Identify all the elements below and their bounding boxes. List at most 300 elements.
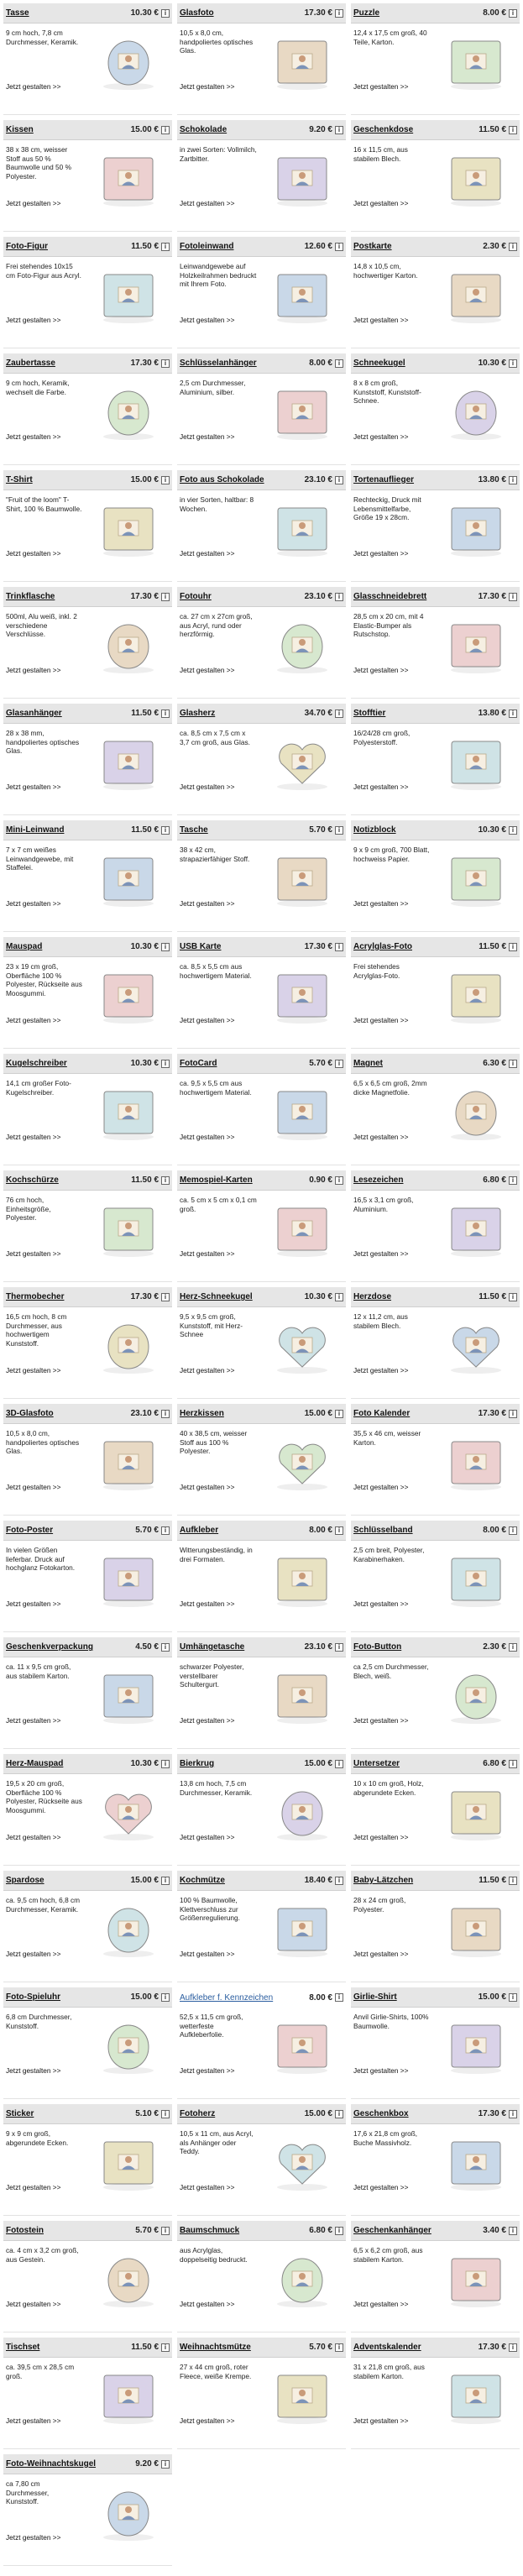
info-icon[interactable]: i xyxy=(509,359,517,368)
design-now-link[interactable]: Jetzt gestalten >> xyxy=(180,1483,235,1491)
product-card xyxy=(3,1521,172,1632)
money-box-icon[interactable] xyxy=(91,1898,166,1959)
product-name-link[interactable]: Untersetzer xyxy=(353,1759,400,1768)
magnet-icon[interactable] xyxy=(438,1081,514,1142)
3d-glass-icon[interactable] xyxy=(91,1432,166,1492)
chocolate-photo-icon[interactable] xyxy=(264,498,340,558)
design-now-link[interactable]: Jetzt gestalten >> xyxy=(353,1833,409,1841)
design-now-link[interactable]: Jetzt gestalten >> xyxy=(353,783,409,791)
tshirt-icon[interactable] xyxy=(91,498,166,558)
product-name-link[interactable]: Magnet xyxy=(353,1059,383,1068)
info-icon[interactable]: i xyxy=(509,1760,517,1768)
info-icon[interactable]: i xyxy=(509,2110,517,2118)
info-icon[interactable]: i xyxy=(335,826,343,835)
product-name-link[interactable]: Herz-Schneekugel xyxy=(180,1292,253,1301)
product-price: 15.00 € xyxy=(478,1992,506,2002)
photo-heart-icon[interactable] xyxy=(264,2132,340,2192)
info-icon[interactable]: i xyxy=(509,593,517,601)
design-now-link[interactable]: Jetzt gestalten >> xyxy=(6,783,61,791)
product-price: 11.50 € xyxy=(131,1175,159,1185)
design-now-link[interactable]: Jetzt gestalten >> xyxy=(6,2416,61,2425)
product-name-link[interactable]: Schokolade xyxy=(180,125,228,134)
card-divider xyxy=(351,1631,520,1632)
product-name-link[interactable]: Bierkrug xyxy=(180,1759,215,1768)
design-now-link[interactable]: Jetzt gestalten >> xyxy=(180,1366,235,1374)
design-now-link[interactable]: Jetzt gestalten >> xyxy=(180,316,235,324)
info-icon[interactable]: i xyxy=(335,1643,343,1652)
design-now-link[interactable]: Jetzt gestalten >> xyxy=(6,1600,61,1608)
santa-hat-icon[interactable] xyxy=(264,2365,340,2426)
product-card xyxy=(351,353,520,465)
card-divider xyxy=(3,1865,172,1866)
heart-pillow-icon[interactable] xyxy=(264,1432,340,1492)
calendar-icon[interactable] xyxy=(438,1432,514,1492)
memo-cards-icon[interactable] xyxy=(264,1198,340,1259)
info-icon[interactable]: i xyxy=(335,476,343,484)
info-icon[interactable]: i xyxy=(161,593,170,601)
card-divider xyxy=(351,698,520,699)
music-box-icon[interactable] xyxy=(91,2015,166,2076)
snow-globe-icon[interactable] xyxy=(438,381,514,442)
info-icon[interactable]: i xyxy=(335,1526,343,1535)
product-name-link[interactable]: Schlüsselanhänger xyxy=(180,359,257,368)
info-icon[interactable]: i xyxy=(335,243,343,251)
puzzle-icon[interactable] xyxy=(438,31,514,92)
design-now-link[interactable]: Jetzt gestalten >> xyxy=(6,432,61,441)
design-now-link[interactable]: Jetzt gestalten >> xyxy=(180,783,235,791)
product-name-link[interactable]: Tasche xyxy=(180,825,208,835)
product-name-link[interactable]: Stofftier xyxy=(353,709,386,718)
product-price: 10.30 € xyxy=(130,1059,159,1068)
design-now-link[interactable]: Jetzt gestalten >> xyxy=(353,899,409,908)
product-name-link[interactable]: Glasanhänger xyxy=(6,709,62,718)
info-icon[interactable]: i xyxy=(161,1643,170,1652)
usb-card-icon[interactable] xyxy=(264,965,340,1025)
product-name-link[interactable]: Mini-Leinwand xyxy=(6,825,65,835)
design-now-link[interactable]: Jetzt gestalten >> xyxy=(353,1600,409,1608)
info-icon[interactable]: i xyxy=(509,709,517,718)
info-icon[interactable]: i xyxy=(509,1176,517,1185)
product-card xyxy=(177,1754,346,1866)
product-name-link[interactable]: Kochschürze xyxy=(6,1175,59,1185)
info-icon[interactable]: i xyxy=(161,1993,170,2002)
product-name-link[interactable]: Herz-Mauspad xyxy=(6,1759,64,1768)
product-name-link[interactable]: Foto-Weihnachtskugel xyxy=(6,2459,97,2469)
design-now-link[interactable]: Jetzt gestalten >> xyxy=(353,2416,409,2425)
product-name-link[interactable]: Kissen xyxy=(6,125,34,134)
heart-tin-icon[interactable] xyxy=(438,1315,514,1375)
info-icon[interactable]: i xyxy=(161,359,170,368)
product-name-link[interactable]: Herzdose xyxy=(353,1292,392,1301)
product-name-link[interactable]: Baumschmuck xyxy=(180,2226,240,2235)
info-icon[interactable]: i xyxy=(335,1060,343,1068)
chocolate-icon[interactable] xyxy=(264,148,340,208)
info-icon[interactable]: i xyxy=(509,1877,517,1885)
design-now-link[interactable]: Jetzt gestalten >> xyxy=(180,2416,235,2425)
glass-pendant-icon[interactable] xyxy=(91,731,166,792)
coaster-icon[interactable] xyxy=(438,1782,514,1842)
info-icon[interactable]: i xyxy=(335,1293,343,1301)
info-icon[interactable]: i xyxy=(161,476,170,484)
product-name-link[interactable]: Girlie-Shirt xyxy=(353,1992,397,2002)
design-now-link[interactable]: Jetzt gestalten >> xyxy=(353,666,409,674)
card-divider xyxy=(3,931,172,932)
info-icon[interactable]: i xyxy=(161,126,170,134)
product-name-link[interactable]: Baby-Lätzchen xyxy=(353,1876,414,1885)
product-description: 10,5 x 11 cm, aus Acryl, als Anhänger oder Teddy. xyxy=(180,2129,254,2155)
design-now-link[interactable]: Jetzt gestalten >> xyxy=(6,2183,61,2191)
design-now-link[interactable]: Jetzt gestalten >> xyxy=(180,2300,235,2308)
product-name-link[interactable]: Kochmütze xyxy=(180,1876,225,1885)
product-header xyxy=(3,1404,172,1424)
product-card xyxy=(177,470,346,582)
info-icon[interactable]: i xyxy=(161,2460,170,2469)
thermo-mug-icon[interactable] xyxy=(91,1315,166,1375)
product-header xyxy=(177,1871,346,1891)
info-icon[interactable]: i xyxy=(161,1410,170,1418)
wood-box-icon[interactable] xyxy=(438,2132,514,2192)
info-icon[interactable]: i xyxy=(335,943,343,951)
info-icon[interactable]: i xyxy=(161,1877,170,1885)
info-icon[interactable]: i xyxy=(335,1176,343,1185)
acrylic-photo-icon[interactable] xyxy=(438,965,514,1025)
design-now-link[interactable]: Jetzt gestalten >> xyxy=(6,2533,61,2542)
design-now-link[interactable]: Jetzt gestalten >> xyxy=(180,2183,235,2191)
info-icon[interactable]: i xyxy=(509,243,517,251)
product-name-link[interactable]: Herzkissen xyxy=(180,1409,224,1418)
info-icon[interactable]: i xyxy=(161,1060,170,1068)
postcard-icon[interactable] xyxy=(438,264,514,325)
product-name-link[interactable]: Adventskalender xyxy=(353,2343,421,2352)
design-now-link[interactable]: Jetzt gestalten >> xyxy=(6,316,61,324)
magic-mug-icon[interactable] xyxy=(91,381,166,442)
glass-heart-icon[interactable] xyxy=(264,731,340,792)
photo-stone-icon[interactable] xyxy=(91,2249,166,2309)
heart-snow-globe-icon[interactable] xyxy=(264,1315,340,1375)
cake-topper-icon[interactable] xyxy=(438,498,514,558)
gift-tag-icon[interactable] xyxy=(438,2249,514,2309)
product-name-link[interactable]: Tischset xyxy=(6,2343,40,2352)
product-name-link[interactable]: Notizblock xyxy=(353,825,396,835)
product-name-link[interactable]: Aufkleber xyxy=(180,1526,219,1535)
product-name-link[interactable]: Geschenkanhänger xyxy=(353,2226,431,2235)
info-icon[interactable]: i xyxy=(509,2227,517,2235)
product-name-link[interactable]: USB Karte xyxy=(180,942,222,951)
product-description: ca. 9,5 x 5,5 cm aus hochwertigem Material. xyxy=(180,1079,252,1097)
product-name-link[interactable]: Mauspad xyxy=(6,942,43,951)
product-name-link[interactable]: Puzzle xyxy=(353,8,380,18)
product-card xyxy=(177,1054,346,1165)
info-icon[interactable]: i xyxy=(335,1410,343,1418)
info-icon[interactable]: i xyxy=(335,2227,343,2235)
design-now-link[interactable]: Jetzt gestalten >> xyxy=(353,1950,409,1958)
design-now-link[interactable]: Jetzt gestalten >> xyxy=(6,1716,61,1725)
bookmark-icon[interactable] xyxy=(438,1198,514,1259)
info-icon[interactable]: i xyxy=(509,1993,517,2002)
design-now-link[interactable]: Jetzt gestalten >> xyxy=(353,316,409,324)
card-divider xyxy=(3,1048,172,1049)
product-name-link[interactable]: Geschenkbox xyxy=(353,2109,409,2118)
photo-figure-icon[interactable] xyxy=(91,264,166,325)
info-icon[interactable]: i xyxy=(509,1293,517,1301)
design-now-link[interactable]: Jetzt gestalten >> xyxy=(180,432,235,441)
product-header xyxy=(177,353,346,374)
product-price: 9.20 € xyxy=(309,125,332,134)
product-price: 10.30 € xyxy=(130,942,159,951)
info-icon[interactable]: i xyxy=(509,9,517,18)
pillow-icon[interactable] xyxy=(91,148,166,208)
button-pin-icon[interactable] xyxy=(438,1665,514,1725)
design-now-link[interactable]: Jetzt gestalten >> xyxy=(6,1366,61,1374)
design-now-link[interactable]: Jetzt gestalten >> xyxy=(180,1716,235,1725)
girlie-shirt-icon[interactable] xyxy=(438,2015,514,2076)
design-now-link[interactable]: Jetzt gestalten >> xyxy=(6,1249,61,1258)
sticker-icon[interactable] xyxy=(91,2132,166,2192)
photo-clock-icon[interactable] xyxy=(264,615,340,675)
card-divider xyxy=(177,1748,346,1749)
design-now-link[interactable]: Jetzt gestalten >> xyxy=(353,2300,409,2308)
product-card xyxy=(177,704,346,815)
info-icon[interactable]: i xyxy=(509,2343,517,2352)
bottle-icon[interactable] xyxy=(91,615,166,675)
info-icon[interactable]: i xyxy=(161,1760,170,1768)
ornament-icon[interactable] xyxy=(264,2249,340,2309)
info-icon[interactable]: i xyxy=(509,126,517,134)
design-now-link[interactable]: Jetzt gestalten >> xyxy=(6,666,61,674)
info-icon[interactable]: i xyxy=(335,1993,343,2002)
design-now-link[interactable]: Jetzt gestalten >> xyxy=(353,199,409,207)
design-now-link[interactable]: Jetzt gestalten >> xyxy=(353,1716,409,1725)
product-name-link[interactable]: Geschenkverpackung xyxy=(6,1642,93,1652)
product-name-link[interactable]: Fotoherz xyxy=(180,2109,216,2118)
teddy-icon[interactable] xyxy=(438,731,514,792)
info-icon[interactable]: i xyxy=(335,126,343,134)
product-description: 13,8 cm hoch, 7,5 cm Durchmesser, Keramik. xyxy=(180,1779,253,1797)
chef-hat-icon[interactable] xyxy=(264,1898,340,1959)
product-price: 17.30 € xyxy=(478,1409,506,1418)
design-now-link[interactable]: Jetzt gestalten >> xyxy=(6,1833,61,1841)
product-price: 15.00 € xyxy=(304,1409,332,1418)
product-name-link[interactable]: Fotoleinwand xyxy=(180,242,234,251)
info-icon[interactable]: i xyxy=(161,709,170,718)
info-icon[interactable]: i xyxy=(509,1643,517,1652)
product-name-link[interactable]: Schlüsselband xyxy=(353,1526,413,1535)
product-name-link[interactable]: Foto-Figur xyxy=(6,242,48,251)
product-name-link[interactable]: Foto aus Schokolade xyxy=(180,475,264,484)
product-price: 6.80 € xyxy=(483,1175,506,1185)
poster-icon[interactable] xyxy=(91,1548,166,1609)
product-name-link[interactable]: Tasse xyxy=(6,8,29,18)
product-header xyxy=(177,1287,346,1307)
advent-calendar-icon[interactable] xyxy=(438,2365,514,2426)
design-now-link[interactable]: Jetzt gestalten >> xyxy=(6,1950,61,1958)
product-price: 13.80 € xyxy=(478,475,506,484)
design-now-link[interactable]: Jetzt gestalten >> xyxy=(6,1483,61,1491)
design-now-link[interactable]: Jetzt gestalten >> xyxy=(180,666,235,674)
info-icon[interactable]: i xyxy=(335,1760,343,1768)
info-icon[interactable]: i xyxy=(335,2110,343,2118)
shoulder-bag-icon[interactable] xyxy=(264,1665,340,1725)
product-name-link[interactable]: T-Shirt xyxy=(6,475,33,484)
design-now-link[interactable]: Jetzt gestalten >> xyxy=(180,2066,235,2075)
notepad-icon[interactable] xyxy=(438,848,514,908)
glass-photo-icon[interactable] xyxy=(264,31,340,92)
gift-box-icon[interactable] xyxy=(91,1665,166,1725)
product-name-link[interactable]: Foto Kalender xyxy=(353,1409,411,1418)
design-now-link[interactable]: Jetzt gestalten >> xyxy=(353,432,409,441)
info-icon[interactable]: i xyxy=(335,709,343,718)
placemat-icon[interactable] xyxy=(91,2365,166,2426)
design-now-link[interactable]: Jetzt gestalten >> xyxy=(180,549,235,558)
design-now-link[interactable]: Jetzt gestalten >> xyxy=(6,1016,61,1024)
info-icon[interactable]: i xyxy=(335,2343,343,2352)
mug-icon[interactable] xyxy=(91,31,166,92)
glass-board-icon[interactable] xyxy=(438,615,514,675)
info-icon[interactable]: i xyxy=(161,1293,170,1301)
product-name-link[interactable]: Umhängetasche xyxy=(180,1642,245,1652)
info-icon[interactable]: i xyxy=(335,359,343,368)
info-icon[interactable]: i xyxy=(509,1410,517,1418)
design-now-link[interactable]: Jetzt gestalten >> xyxy=(6,899,61,908)
product-description: 16,5 cm hoch, 8 cm Durchmesser, aus hochwertigem Kunststoff. xyxy=(6,1312,67,1348)
xmas-ball-icon[interactable] xyxy=(91,2482,166,2542)
design-now-link[interactable]: Jetzt gestalten >> xyxy=(180,1833,235,1841)
mini-canvas-icon[interactable] xyxy=(91,848,166,908)
design-now-link[interactable]: Jetzt gestalten >> xyxy=(180,1249,235,1258)
product-name-link[interactable]: Geschenkdose xyxy=(353,125,414,134)
info-icon[interactable]: i xyxy=(509,826,517,835)
card-divider xyxy=(3,1398,172,1399)
bib-icon[interactable] xyxy=(438,1898,514,1959)
product-name-link[interactable]: Memospiel-Karten xyxy=(180,1175,253,1185)
product-name-link[interactable]: Postkarte xyxy=(353,242,392,251)
product-name-link[interactable]: Trinkflasche xyxy=(6,592,55,601)
mousepad-icon[interactable] xyxy=(91,965,166,1025)
beer-mug-icon[interactable] xyxy=(264,1782,340,1842)
design-now-link[interactable]: Jetzt gestalten >> xyxy=(180,1950,235,1958)
design-now-link[interactable]: Jetzt gestalten >> xyxy=(6,2066,61,2075)
design-now-link[interactable]: Jetzt gestalten >> xyxy=(180,199,235,207)
canvas-icon[interactable] xyxy=(264,264,340,325)
design-now-link[interactable]: Jetzt gestalten >> xyxy=(180,82,235,91)
design-now-link[interactable]: Jetzt gestalten >> xyxy=(6,2300,61,2308)
design-now-link[interactable]: Jetzt gestalten >> xyxy=(180,1016,235,1024)
product-header xyxy=(3,353,172,374)
info-icon[interactable]: i xyxy=(509,943,517,951)
info-icon[interactable]: i xyxy=(335,1877,343,1885)
product-name-link[interactable]: Foto-Button xyxy=(353,1642,402,1652)
product-description: 28,5 cm x 20 cm, mit 4 Elastic-Bumper als Rutschstop. xyxy=(353,612,424,638)
info-icon[interactable]: i xyxy=(509,1060,517,1068)
info-icon[interactable]: i xyxy=(161,243,170,251)
card-divider xyxy=(3,2565,172,2566)
design-now-link[interactable]: Jetzt gestalten >> xyxy=(6,199,61,207)
product-card xyxy=(351,937,520,1049)
product-price: 15.00 € xyxy=(304,1759,332,1768)
design-now-link[interactable]: Jetzt gestalten >> xyxy=(353,82,409,91)
product-name-link[interactable]: Thermobecher xyxy=(6,1292,65,1301)
product-name-link[interactable]: Fotouhr xyxy=(180,592,212,601)
design-now-link[interactable]: Jetzt gestalten >> xyxy=(353,1483,409,1491)
pen-icon[interactable] xyxy=(91,1081,166,1142)
product-name-link[interactable]: Aufkleber f. Kennzeichen xyxy=(180,1992,274,2003)
design-now-link[interactable]: Jetzt gestalten >> xyxy=(6,549,61,558)
design-now-link[interactable]: Jetzt gestalten >> xyxy=(353,2183,409,2191)
product-name-link[interactable]: Acrylglas-Foto xyxy=(353,942,413,951)
heart-mousepad-icon[interactable] xyxy=(91,1782,166,1842)
product-description: ca. 27 cm x 27cm groß, aus Acryl, rund oder herzförmig. xyxy=(180,612,253,638)
info-icon[interactable]: i xyxy=(161,1526,170,1535)
design-now-link[interactable]: Jetzt gestalten >> xyxy=(180,1133,235,1141)
design-now-link[interactable]: Jetzt gestalten >> xyxy=(353,549,409,558)
product-name-link[interactable]: 3D-Glasfoto xyxy=(6,1409,54,1418)
design-now-link[interactable]: Jetzt gestalten >> xyxy=(353,1133,409,1141)
product-name-link[interactable]: Schneekugel xyxy=(353,359,405,368)
design-now-link[interactable]: Jetzt gestalten >> xyxy=(180,899,235,908)
product-name-link[interactable]: Lesezeichen xyxy=(353,1175,404,1185)
bag-icon[interactable] xyxy=(264,848,340,908)
info-icon[interactable]: i xyxy=(335,593,343,601)
info-icon[interactable]: i xyxy=(161,2110,170,2118)
product-name-link[interactable]: FotoCard xyxy=(180,1059,217,1068)
info-icon[interactable]: i xyxy=(161,826,170,835)
sticker-sheet-icon[interactable] xyxy=(264,1548,340,1609)
keychain-icon[interactable] xyxy=(264,381,340,442)
design-now-link[interactable]: Jetzt gestalten >> xyxy=(6,82,61,91)
design-now-link[interactable]: Jetzt gestalten >> xyxy=(353,1016,409,1024)
product-name-link[interactable]: Kugelschreiber xyxy=(6,1059,67,1068)
product-name-link[interactable]: Sticker xyxy=(6,2109,34,2118)
product-name-link[interactable]: Foto-Spieluhr xyxy=(6,1992,60,2002)
info-icon[interactable]: i xyxy=(509,1526,517,1535)
info-icon[interactable]: i xyxy=(161,943,170,951)
design-now-link[interactable]: Jetzt gestalten >> xyxy=(353,2066,409,2075)
product-name-link[interactable]: Weihnachtsmütze xyxy=(180,2343,251,2352)
info-icon[interactable]: i xyxy=(335,9,343,18)
design-now-link[interactable]: Jetzt gestalten >> xyxy=(6,1133,61,1141)
product-price: 5.70 € xyxy=(135,1526,159,1535)
card-divider xyxy=(351,2098,520,2099)
product-name-link[interactable]: Spardose xyxy=(6,1876,44,1885)
info-icon[interactable]: i xyxy=(161,2343,170,2352)
product-price: 9.20 € xyxy=(135,2459,159,2469)
product-name-link[interactable]: Glasherz xyxy=(180,709,216,718)
apron-icon[interactable] xyxy=(91,1198,166,1259)
card-divider xyxy=(177,2098,346,2099)
design-now-link[interactable]: Jetzt gestalten >> xyxy=(180,1600,235,1608)
product-name-link[interactable]: Glasschneidebrett xyxy=(353,592,427,601)
info-icon[interactable]: i xyxy=(161,2227,170,2235)
photo-card-icon[interactable] xyxy=(264,1081,340,1142)
lanyard-icon[interactable] xyxy=(438,1548,514,1609)
product-price: 15.00 € xyxy=(130,1876,159,1885)
plate-sticker-icon[interactable] xyxy=(264,2015,340,2076)
gift-tin-icon[interactable] xyxy=(438,148,514,208)
design-now-link[interactable]: Jetzt gestalten >> xyxy=(353,1366,409,1374)
product-name-link[interactable]: Zaubertasse xyxy=(6,359,55,368)
product-name-link[interactable]: Fotostein xyxy=(6,2226,44,2235)
info-icon[interactable]: i xyxy=(161,9,170,18)
product-card xyxy=(177,1987,346,2099)
product-description: In vielen Größen lieferbar. Druck auf hochglanz Fotokarton. xyxy=(6,1546,76,1572)
product-price: 23.10 € xyxy=(130,1409,159,1418)
product-name-link[interactable]: Tortenauflieger xyxy=(353,475,415,484)
info-icon[interactable]: i xyxy=(509,476,517,484)
product-name-link[interactable]: Glasfoto xyxy=(180,8,214,18)
design-now-link[interactable]: Jetzt gestalten >> xyxy=(353,1249,409,1258)
product-name-link[interactable]: Foto-Poster xyxy=(6,1526,54,1535)
info-icon[interactable]: i xyxy=(161,1176,170,1185)
